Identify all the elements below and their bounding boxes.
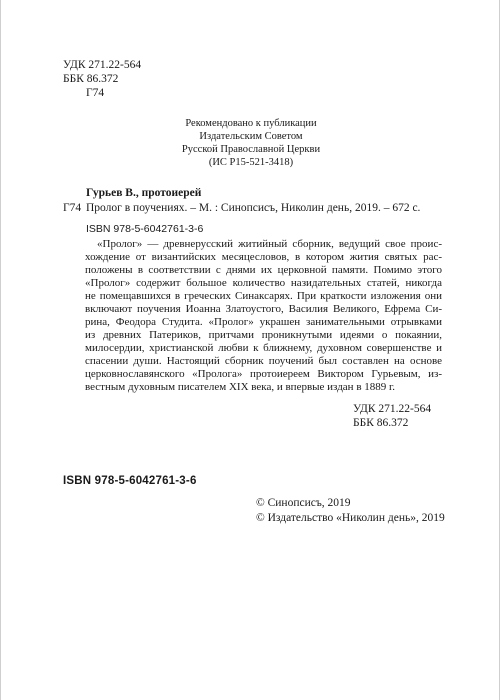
copyright-line: © Синопсисъ, 2019 xyxy=(256,497,351,509)
annotation-line: «Пролог» содержит большое количество назидательных статей, никогда xyxy=(85,277,442,289)
recommendation-number: (ИС Р15-521-3418) xyxy=(208,157,294,168)
bbk-code-bottom: ББК 86.372 xyxy=(353,417,409,429)
annotation-line: хождение от византийских месяцесловов, в котором жития святых рас- xyxy=(85,251,442,263)
record-author-mark: Г74 xyxy=(63,202,82,214)
catalog-block-top xyxy=(63,58,141,100)
record-isbn: ISBN 978-5-6042761-3-6 xyxy=(86,223,204,235)
annotation-line: милосердии, христианской любви к ближнему, духовном совершенстве и xyxy=(85,342,442,354)
annotation-line: вестным духовным писателем XIX века, и впервые издан в 1889 г. xyxy=(85,381,396,393)
copyright-block xyxy=(256,496,445,526)
annotation-line: положены в соответствии с днями их церковной памяти. Помимо этого xyxy=(85,264,442,276)
udk-code-bottom: УДК 271.22-564 xyxy=(353,403,432,415)
record-author: Гурьев В., протоиерей xyxy=(86,187,202,199)
author-mark: Г74 xyxy=(86,87,105,99)
annotation-line: из древних Патериков, притчами проникнутыми идеями о покаянии, xyxy=(85,329,442,341)
recommendation-line: Русской Православной Церкви xyxy=(181,144,321,155)
annotation-line: рина, Феодора Студита. «Пролог» украшен занимательными отрывками xyxy=(85,316,442,328)
annotation-paragraph xyxy=(85,238,442,394)
isbn-main: ISBN 978-5-6042761-3-6 xyxy=(63,475,197,487)
annotation-line: не помещавшихся в греческих Синаксарях. При краткости изложения они xyxy=(85,290,442,302)
record-title: Пролог в поучениях. – М. : Синопсисъ, Николин день, 2019. – 672 с. xyxy=(86,202,421,214)
annotation-line: церковнославянского «Пролога» протоиереем Виктором Гурьевым, из- xyxy=(85,368,442,380)
bibliographic-record xyxy=(63,186,443,237)
catalog-block-bottom xyxy=(353,402,431,430)
annotation-line: «Пролог» — древнерусский житийный сборник, ведущий свое проис- xyxy=(97,238,442,250)
recommendation-line: Рекомендовано к публикации xyxy=(185,118,317,129)
udk-code: УДК 271.22-564 xyxy=(63,59,142,71)
publication-recommendation xyxy=(151,117,351,169)
copyright-line: © Издательство «Николин день», 2019 xyxy=(256,512,445,524)
annotation-line: спасении души. Настоящий сборник поучений был составлен на основе xyxy=(85,355,442,367)
bbk-code: ББК 86.372 xyxy=(63,73,119,85)
annotation-line: включают поучения Иоанна Златоустого, Василия Великого, Ефрема Си- xyxy=(85,303,442,315)
recommendation-line: Издательским Советом xyxy=(199,131,303,142)
